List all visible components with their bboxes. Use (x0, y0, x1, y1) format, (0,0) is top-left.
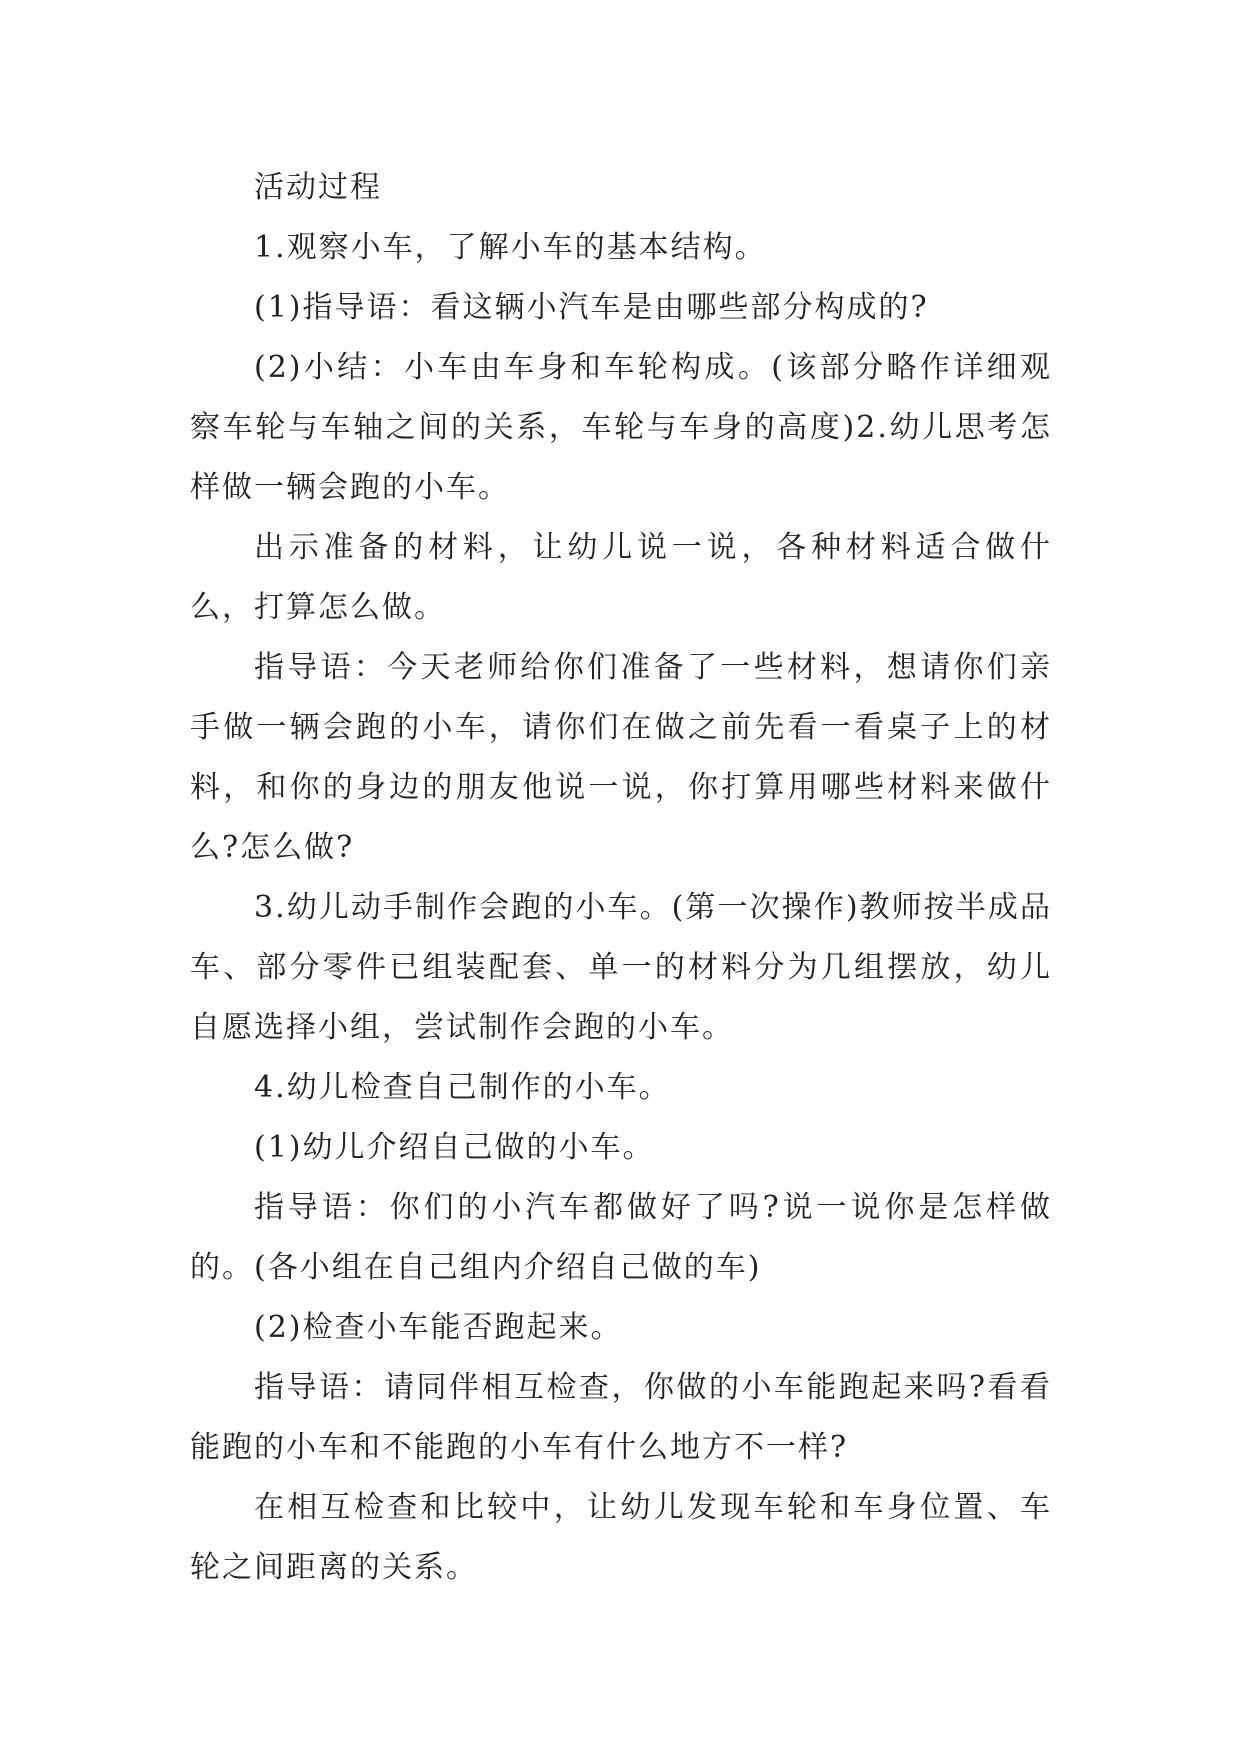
step-2-guide-paragraph: 指导语：今天老师给你们准备了一些材料，想请你们亲手做一辆会跑的小车，请你们在做之前先看一看桌子上的材料，和你的身边的朋友他说一说，你打算用哪些材料来做什么?怎么做? (190, 650, 1052, 865)
step-3-paragraph: 3.幼儿动手制作会跑的小车。(第一次操作)教师按半成品车、部分零件已组装配套、单一的材料分为几组摆放，幼儿自愿选择小组，尝试制作会跑的小车。 (190, 890, 1052, 1045)
step-1-guide-paragraph: (1)指导语：看这辆小汽车是由哪些部分构成的? (254, 290, 929, 325)
step-4-paragraph: 4.幼儿检查自己制作的小车。 (254, 1070, 671, 1105)
step-1-summary-paragraph: (2)小结：小车由车身和车轮构成。(该部分略作详细观察车轮与车轴之间的关系，车轮与车身的高度)2.幼儿思考怎样做一辆会跑的小车。 (190, 350, 1052, 505)
materials-paragraph: 出示准备的材料，让幼儿说一说，各种材料适合做什么，打算怎么做。 (190, 530, 1052, 625)
step-4-1-guide-paragraph: 指导语：你们的小汽车都做好了吗?说一说你是怎样做的。(各小组在自己组内介绍自己做的车) (190, 1190, 1052, 1285)
step-4-1-paragraph: (1)幼儿介绍自己做的小车。 (254, 1130, 655, 1165)
step-1-paragraph: 1.观察小车，了解小车的基本结构。 (254, 230, 767, 265)
section-heading: 活动过程 (254, 170, 382, 205)
step-4-2-paragraph: (2)检查小车能否跑起来。 (254, 1310, 623, 1345)
comparison-paragraph: 在相互检查和比较中，让幼儿发现车轮和车身位置、车轮之间距离的关系。 (190, 1490, 1052, 1585)
document-body (190, 158, 1052, 1598)
step-4-2-guide-paragraph: 指导语：请同伴相互检查，你做的小车能跑起来吗?看看能跑的小车和不能跑的小车有什么地方不一样? (190, 1370, 1052, 1465)
